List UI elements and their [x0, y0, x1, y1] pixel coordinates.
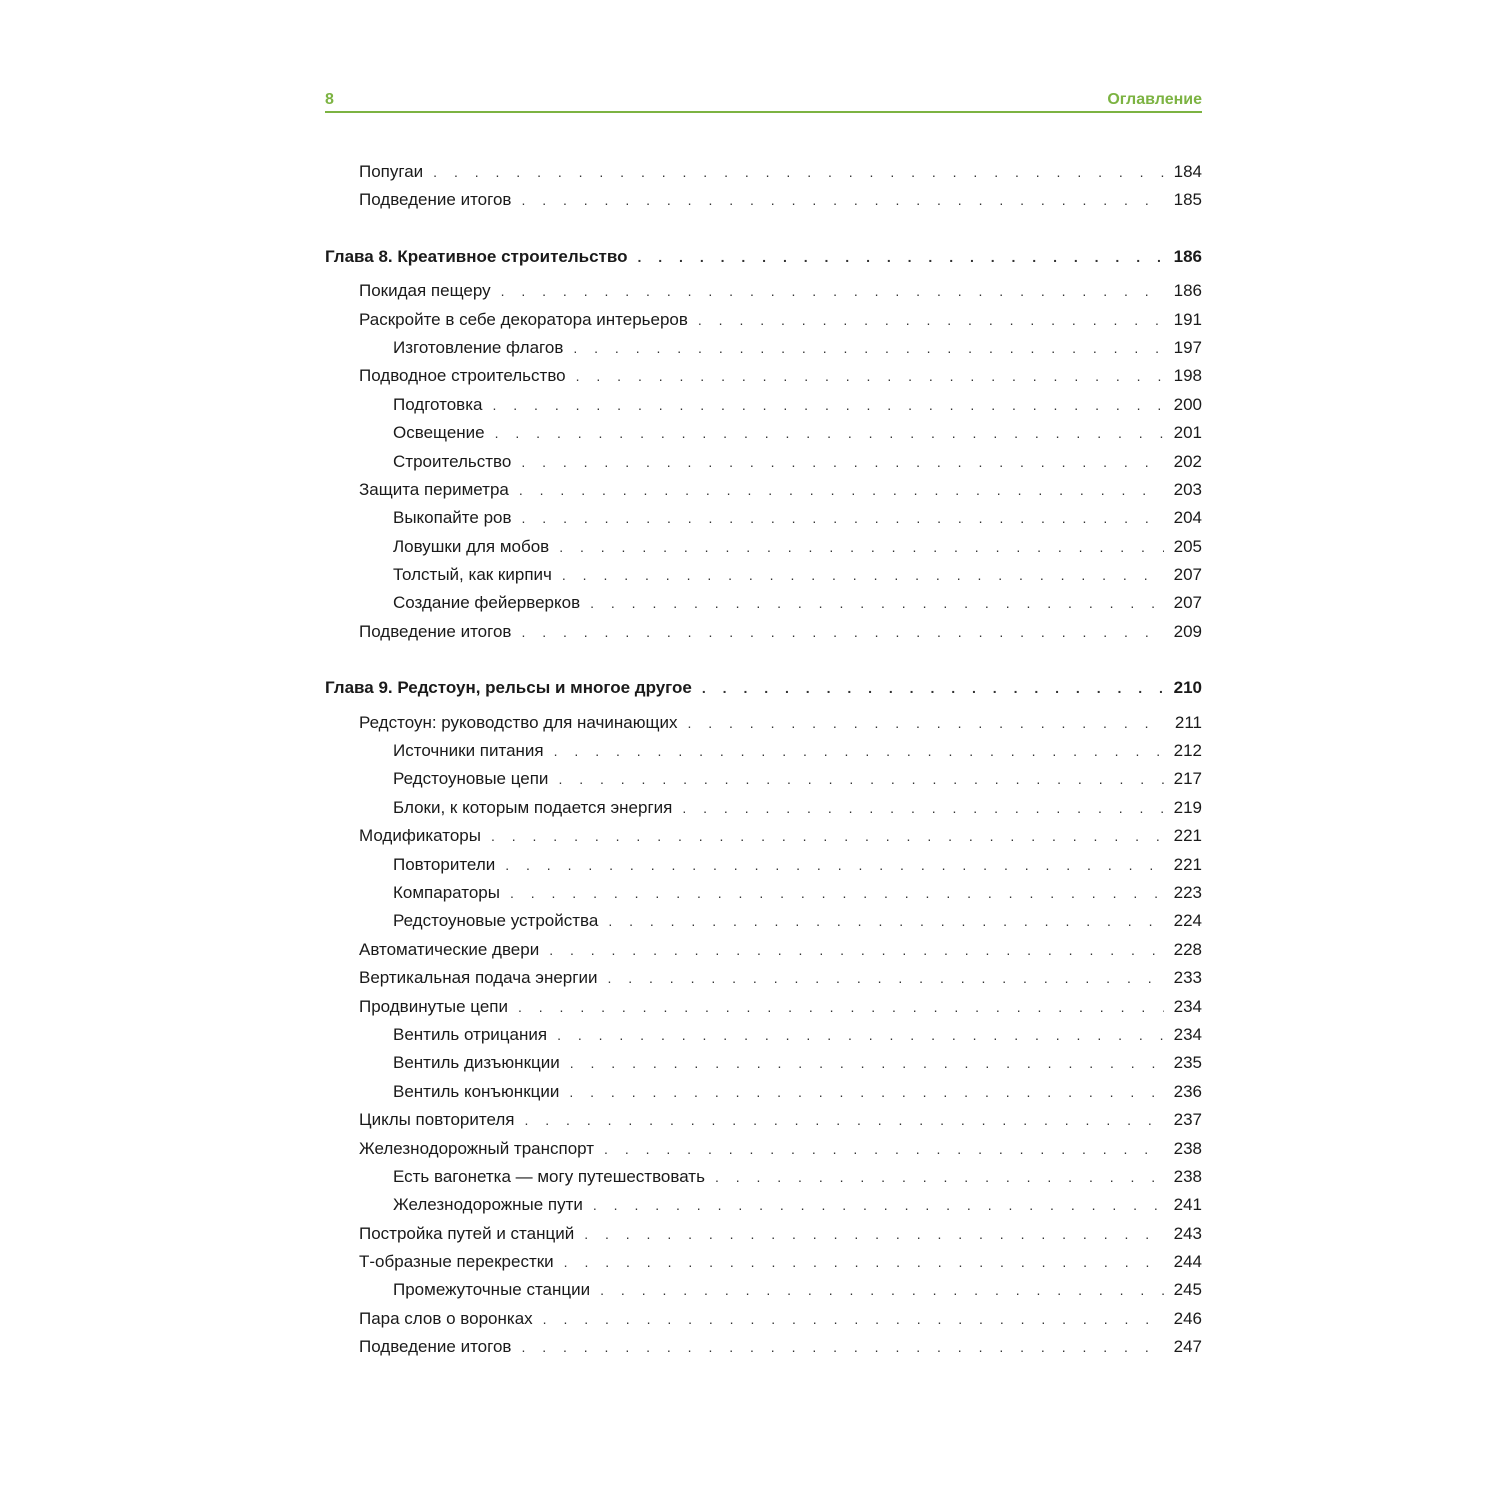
toc-entry-page: 207 [1173, 593, 1202, 613]
toc-entry-page: 200 [1173, 394, 1202, 414]
toc-entry-title: Глава 9. Редстоун, рельсы и многое другое [325, 678, 692, 698]
dot-leader [573, 334, 1163, 362]
toc-entry[interactable] [325, 277, 1202, 305]
toc-entry-page: 236 [1173, 1081, 1202, 1101]
dot-leader [510, 879, 1164, 907]
toc-entry-title: Попугаи [359, 162, 424, 181]
dot-leader [698, 306, 1164, 334]
toc-entry-title: Вентиль дизъюнкции [393, 1053, 560, 1073]
dot-leader [549, 936, 1163, 964]
toc-entry-title: Железнодорожные пути [393, 1195, 583, 1215]
toc-entry[interactable] [325, 1021, 1202, 1049]
toc-entry[interactable] [325, 1276, 1202, 1304]
toc-entry-title: Подведение итогов [359, 1337, 512, 1357]
toc-entry-page: 184 [1173, 162, 1202, 181]
toc-entry[interactable] [325, 1333, 1202, 1361]
page-number: 8 [325, 91, 334, 108]
toc-entry-page: 235 [1173, 1053, 1202, 1073]
dot-leader [682, 794, 1163, 822]
toc-entry[interactable] [325, 709, 1202, 737]
toc-entry[interactable] [325, 1220, 1202, 1248]
dot-leader [593, 1191, 1164, 1219]
dot-leader [569, 1078, 1163, 1106]
toc-chapter-entry[interactable] [325, 243, 1202, 271]
toc-entry-title: Источники питания [393, 741, 544, 761]
toc-entry[interactable] [325, 737, 1202, 765]
toc-entry[interactable] [325, 1248, 1202, 1276]
dot-leader [521, 1333, 1163, 1361]
toc-entry-title: Защита периметра [359, 479, 509, 499]
toc-entry-title: Раскройте в себе декоратора интерьеров [359, 309, 688, 329]
toc-entry-title: Выкопайте ров [393, 508, 512, 528]
book-page [325, 0, 1202, 1500]
dot-leader [492, 391, 1163, 419]
toc-entry[interactable] [325, 794, 1202, 822]
toc-entry-title: Т-образные перекрестки [359, 1252, 554, 1272]
dot-leader [557, 1021, 1164, 1049]
dot-leader [638, 243, 1164, 271]
dot-leader [525, 1106, 1164, 1134]
dot-leader [521, 618, 1163, 646]
section-title: Оглавление [1107, 91, 1202, 108]
dot-leader [495, 419, 1164, 447]
toc-entry-page: 224 [1173, 911, 1202, 931]
toc-entry-title: Повторители [393, 854, 496, 874]
toc-entry-page: 233 [1173, 968, 1202, 988]
toc-entry-title: Циклы повторителя [359, 1110, 515, 1130]
toc-entry[interactable] [325, 391, 1202, 419]
toc-entry[interactable] [325, 448, 1202, 476]
toc-entry[interactable] [325, 964, 1202, 992]
toc-entry-page: 228 [1173, 939, 1202, 959]
toc-entry-page: 201 [1173, 423, 1202, 443]
toc-entry-title: Редстоун: руководство для начинающих [359, 712, 678, 732]
toc-entry-page: 209 [1173, 621, 1202, 641]
toc-entry[interactable] [325, 1078, 1202, 1106]
toc-entry-title: Пара слов о воронках [359, 1308, 533, 1328]
dot-leader [604, 1135, 1164, 1163]
toc-chapter-entry[interactable] [325, 674, 1202, 702]
toc-entry-page: 205 [1173, 536, 1202, 556]
toc-entry[interactable] [325, 476, 1202, 504]
dot-leader [607, 964, 1163, 992]
toc-entry[interactable] [325, 879, 1202, 907]
dot-leader [576, 362, 1164, 390]
toc-entry-page: 244 [1173, 1252, 1202, 1272]
dot-leader [501, 277, 1164, 305]
dot-leader [554, 737, 1164, 765]
toc-entry-title: Подводное строительство [359, 366, 566, 386]
toc-entry-title: Продвинутые цепи [359, 996, 508, 1016]
toc-entry-title: Модификаторы [359, 826, 481, 846]
toc-entry-title: Создание фейерверков [393, 593, 581, 613]
toc-entry-title: Промежуточные станции [393, 1280, 591, 1300]
toc-entry-title: Ловушки для мобов [393, 536, 550, 556]
dot-leader [608, 907, 1163, 935]
toc-entry-title: Постройка путей и станций [359, 1223, 575, 1243]
toc-entry-page: 207 [1173, 565, 1202, 585]
toc-entry[interactable] [325, 1163, 1202, 1191]
toc-entry[interactable] [325, 561, 1202, 589]
toc-entry-page: 234 [1173, 1024, 1202, 1044]
toc-entry[interactable] [325, 589, 1202, 617]
toc-entry-title: Глава 8. Креативное строительство [325, 246, 628, 266]
toc-entry-title: Строительство [393, 451, 512, 471]
dot-leader [519, 476, 1164, 504]
toc-entry-page: 245 [1173, 1280, 1202, 1300]
toc-entry-title: Покидая пещеру [359, 281, 491, 301]
toc-entry-page: 219 [1173, 797, 1202, 817]
dot-leader [522, 504, 1164, 532]
dot-leader [715, 1163, 1164, 1191]
toc-entry-page: 186 [1173, 281, 1202, 301]
toc-entry[interactable] [325, 1135, 1202, 1163]
toc-entry-title: Автоматические двери [359, 939, 540, 959]
toc-entry-title: Подготовка [393, 394, 483, 414]
toc-entry-page: 234 [1173, 996, 1202, 1016]
toc-entry-title: Блоки, к которым подается энергия [393, 797, 673, 817]
toc-entry[interactable] [325, 186, 1202, 214]
toc-entry-page: 238 [1173, 1166, 1202, 1186]
toc-entry-title: Редстоуновые цепи [393, 769, 549, 789]
toc-entry-page: 241 [1173, 1195, 1202, 1215]
toc-entry[interactable] [325, 504, 1202, 532]
toc-entry-page: 197 [1173, 337, 1202, 357]
toc-entry[interactable] [325, 618, 1202, 646]
toc-entry-title: Освещение [393, 423, 485, 443]
toc-entry-page: 221 [1173, 826, 1202, 846]
toc-entry-page: 211 [1174, 712, 1202, 732]
toc-entry-title: Подведение итогов [359, 190, 512, 210]
dot-leader [600, 1276, 1163, 1304]
toc-entry-page: 212 [1173, 741, 1202, 761]
dot-leader [521, 448, 1163, 476]
toc-entry[interactable] [325, 334, 1202, 362]
toc-entry[interactable] [325, 419, 1202, 447]
dot-leader [570, 1049, 1164, 1077]
toc-entry-title: Компараторы [393, 882, 500, 902]
dot-leader [590, 589, 1164, 617]
toc-entry-title: Редстоуновые устройства [393, 911, 599, 931]
toc-entry-page: 237 [1173, 1110, 1202, 1130]
toc-entry-title: Железнодорожный транспорт [359, 1138, 595, 1158]
toc-entry-title: Подведение итогов [359, 621, 512, 641]
toc-entry[interactable] [325, 533, 1202, 561]
toc-entry-title: Толстый, как кирпич [393, 565, 552, 585]
running-head [325, 85, 1202, 109]
dot-leader [518, 993, 1164, 1021]
header-rule [325, 111, 1202, 113]
toc-entry[interactable] [325, 907, 1202, 935]
toc-entry[interactable] [325, 158, 1202, 186]
dot-leader [433, 158, 1163, 186]
toc-entry-page: 185 [1173, 190, 1202, 210]
table-of-contents [325, 158, 1202, 1362]
dot-leader [584, 1220, 1163, 1248]
toc-entry[interactable] [325, 362, 1202, 390]
toc-entry-page: 246 [1173, 1308, 1202, 1328]
toc-entry[interactable] [325, 1305, 1202, 1333]
dot-leader [505, 851, 1163, 879]
toc-entry-title: Есть вагонетка — могу путешествовать [393, 1166, 705, 1186]
dot-leader [521, 186, 1163, 214]
toc-entry-page: 191 [1173, 309, 1202, 329]
dot-leader [559, 533, 1163, 561]
toc-entry-page: 198 [1173, 366, 1202, 386]
toc-entry-title: Изготовление флагов [393, 337, 564, 357]
toc-entry-page: 243 [1173, 1223, 1202, 1243]
toc-entry-page: 223 [1173, 882, 1202, 902]
toc-entry[interactable] [325, 1049, 1202, 1077]
toc-entry-page: 186 [1173, 246, 1202, 266]
toc-entry-page: 247 [1173, 1337, 1202, 1357]
toc-entry[interactable] [325, 936, 1202, 964]
toc-entry-title: Вентиль отрицания [393, 1024, 548, 1044]
toc-entry[interactable] [325, 765, 1202, 793]
toc-entry[interactable] [325, 306, 1202, 334]
toc-entry-title: Вертикальная подача энергии [359, 968, 598, 988]
toc-entry-page: 210 [1173, 678, 1202, 698]
toc-entry-page: 202 [1173, 451, 1202, 471]
toc-entry-page: 238 [1173, 1138, 1202, 1158]
toc-entry-page: 221 [1173, 854, 1202, 874]
toc-entry[interactable] [325, 1106, 1202, 1134]
toc-entry-page: 217 [1173, 769, 1202, 789]
toc-entry-page: 203 [1173, 479, 1202, 499]
toc-entry[interactable] [325, 822, 1202, 850]
dot-leader [702, 674, 1164, 702]
dot-leader [543, 1305, 1164, 1333]
dot-leader [687, 709, 1164, 737]
toc-entry[interactable] [325, 1191, 1202, 1219]
dot-leader [558, 765, 1163, 793]
toc-entry-page: 204 [1173, 508, 1202, 528]
dot-leader [491, 822, 1164, 850]
toc-entry[interactable] [325, 993, 1202, 1021]
toc-entry[interactable] [325, 851, 1202, 879]
dot-leader [562, 561, 1164, 589]
dot-leader [564, 1248, 1164, 1276]
toc-entry-title: Вентиль конъюнкции [393, 1081, 560, 1101]
